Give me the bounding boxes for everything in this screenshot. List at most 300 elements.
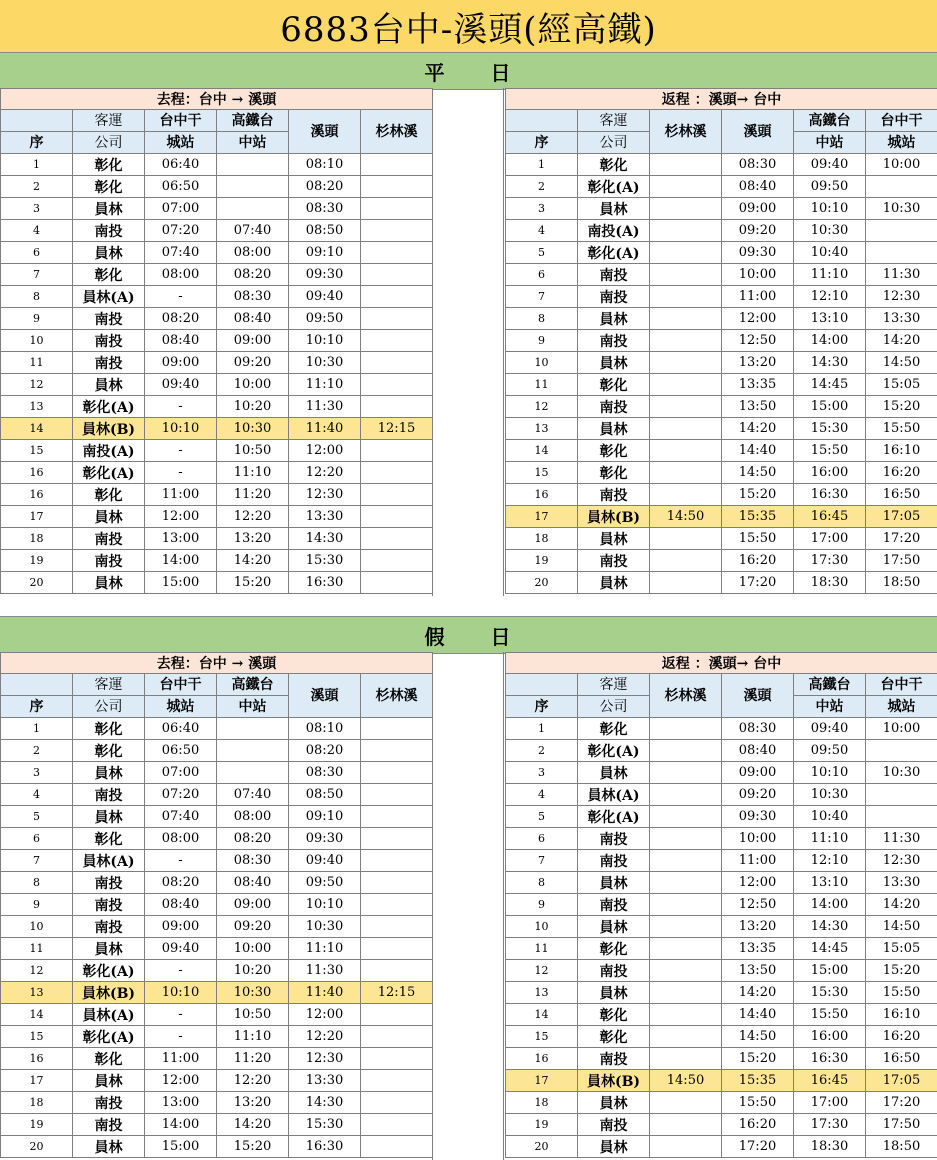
band-label-a: 平 [424,60,447,85]
time-cell: 08:40 [722,740,794,762]
time-cell [361,828,433,850]
time-cell [361,396,433,418]
time-cell: 07:40 [145,806,217,828]
seq-cell: 20 [506,1136,578,1158]
time-cell: 06:40 [145,154,217,176]
time-cell: 09:50 [289,308,361,330]
seq-cell: 20 [506,572,578,594]
time-cell: 15:00 [145,1136,217,1158]
time-cell [866,242,937,264]
company-cell: 彰化(A) [578,806,650,828]
header-row [506,674,937,696]
time-cell: 06:50 [145,740,217,762]
table-row [1,308,433,330]
time-cell: 08:40 [217,872,289,894]
time-cell [866,176,937,198]
time-cell: 09:00 [722,762,794,784]
time-cell: 09:40 [145,374,217,396]
time-cell [361,374,433,396]
seq-cell: 15 [1,1026,73,1048]
table-row [506,982,937,1004]
time-cell: 13:20 [722,916,794,938]
table-row [506,718,937,740]
time-cell: 16:10 [866,1004,937,1026]
company-cell: 南投 [578,550,650,572]
table-row [1,352,433,374]
time-cell: 06:50 [145,176,217,198]
seq-cell: 5 [1,806,73,828]
time-cell: 10:30 [866,198,937,220]
time-cell: 12:00 [145,506,217,528]
company-cell: 南投 [73,220,145,242]
seq-cell: 3 [506,198,578,220]
time-cell: 12:00 [722,308,794,330]
time-cell: 12:50 [722,894,794,916]
time-cell [650,330,722,352]
time-cell [650,718,722,740]
company-cell: 員林(A) [73,1004,145,1026]
time-cell: 09:10 [289,806,361,828]
time-cell: 08:50 [289,220,361,242]
time-cell [650,938,722,960]
time-cell: 15:50 [794,1004,866,1026]
seq-cell: 1 [1,718,73,740]
time-cell [866,740,937,762]
seq-cell: 12 [1,374,73,396]
seq-cell: 11 [1,352,73,374]
table-row [1,176,433,198]
time-cell: 12:50 [722,330,794,352]
time-cell [361,286,433,308]
time-cell: 15:00 [794,396,866,418]
company-cell: 南投(A) [73,440,145,462]
header-company-bottom: 公司 [73,132,145,154]
time-cell: 09:00 [145,352,217,374]
company-cell: 南投 [73,352,145,374]
seq-cell: 1 [1,154,73,176]
time-cell: 10:10 [794,762,866,784]
table-row [1,374,433,396]
header-company-bottom: 公司 [578,132,650,154]
time-cell: 10:30 [289,352,361,374]
table-row [506,916,937,938]
time-cell: 12:30 [289,484,361,506]
table-row [1,828,433,850]
time-cell: 17:20 [866,1092,937,1114]
seq-cell: 8 [1,286,73,308]
time-cell: 14:45 [794,938,866,960]
company-cell: 南投(A) [578,220,650,242]
time-cell: 13:50 [722,960,794,982]
time-cell: 15:00 [145,572,217,594]
time-cell [650,176,722,198]
company-cell: 南投 [578,850,650,872]
table-row [1,1026,433,1048]
time-cell [361,1114,433,1136]
time-cell [361,528,433,550]
time-cell: 16:20 [866,462,937,484]
header-c4-top: 台中干 [866,674,937,696]
seq-cell: 3 [1,762,73,784]
time-cell: 09:20 [722,220,794,242]
company-cell: 彰化 [578,462,650,484]
header-c2-top: 高鐵台 [217,674,289,696]
table-row [506,528,937,550]
time-cell [361,1070,433,1092]
seq-cell: 5 [506,242,578,264]
table-row [506,440,937,462]
seq-cell: 9 [506,330,578,352]
seq-cell: 17 [506,1070,578,1092]
header-c4-bottom: 城站 [866,696,937,718]
table-row [506,308,937,330]
seq-cell: 10 [1,916,73,938]
time-cell: 13:30 [866,308,937,330]
company-cell: 南投 [578,484,650,506]
seq-cell: 10 [506,352,578,374]
table-row [1,916,433,938]
seq-cell: 1 [506,718,578,740]
table-row [1,1136,433,1158]
time-cell [650,264,722,286]
time-cell: 09:50 [794,176,866,198]
time-cell: 12:20 [289,1026,361,1048]
time-cell: 11:10 [289,374,361,396]
time-cell: 08:40 [145,330,217,352]
header-c1-top: 台中干 [145,110,217,132]
time-cell: 12:15 [361,418,433,440]
seq-cell: 9 [1,894,73,916]
company-cell: 員林 [578,418,650,440]
time-cell: 10:00 [722,828,794,850]
time-cell: 13:30 [866,872,937,894]
time-cell: 11:30 [289,396,361,418]
seq-cell: 11 [506,938,578,960]
time-cell: 10:10 [289,330,361,352]
table-row [1,418,433,440]
table-row [506,506,937,528]
time-cell [361,506,433,528]
time-cell: 10:50 [217,1004,289,1026]
table-row [1,242,433,264]
seq-cell: 11 [506,374,578,396]
table-row [506,1026,937,1048]
seq-cell: 19 [1,1114,73,1136]
time-cell: 18:50 [866,572,937,594]
time-cell [650,1114,722,1136]
time-cell: - [145,440,217,462]
time-cell [650,762,722,784]
time-cell: 15:35 [722,1070,794,1092]
table-row [1,440,433,462]
time-cell [361,1026,433,1048]
time-cell [650,572,722,594]
time-cell: 11:30 [866,828,937,850]
table-row [506,1004,937,1026]
time-cell: 15:50 [866,982,937,1004]
table-row [1,572,433,594]
time-cell: 10:00 [866,154,937,176]
header-c2: 溪頭 [722,674,794,718]
time-cell [361,894,433,916]
time-cell: 11:10 [794,828,866,850]
time-cell: 18:30 [794,572,866,594]
seq-cell: 17 [1,1070,73,1092]
time-cell: 16:50 [866,484,937,506]
table-row [506,418,937,440]
time-cell: 17:20 [866,528,937,550]
time-cell: 13:10 [794,872,866,894]
time-cell: 12:10 [794,286,866,308]
company-cell: 員林 [73,806,145,828]
header-c4-bottom: 城站 [866,132,937,154]
company-cell: 彰化 [578,154,650,176]
time-cell: 16:45 [794,1070,866,1092]
time-cell [650,418,722,440]
time-cell [361,330,433,352]
time-cell: 15:50 [794,440,866,462]
time-cell [650,916,722,938]
table-row [1,762,433,784]
outbound-table [0,652,433,1158]
time-cell [650,440,722,462]
time-cell: 13:00 [145,1092,217,1114]
header-c3: 溪頭 [289,674,361,718]
time-cell [361,938,433,960]
table-row [1,806,433,828]
time-cell: 08:00 [145,264,217,286]
time-cell: 08:30 [217,286,289,308]
time-cell: 08:20 [289,740,361,762]
company-cell: 南投 [73,872,145,894]
company-cell: 彰化 [578,1026,650,1048]
company-cell: 彰化(A) [73,396,145,418]
header-seq-blank [506,674,578,696]
seq-cell: 15 [506,462,578,484]
time-cell: 09:40 [145,938,217,960]
table-row [506,1070,937,1092]
header-company-top: 客運 [73,110,145,132]
time-cell [361,1048,433,1070]
time-cell [361,176,433,198]
time-cell: 12:00 [145,1070,217,1092]
time-cell: 10:00 [217,374,289,396]
company-cell: 南投 [578,960,650,982]
header-seq-blank [1,110,73,132]
table-row [506,286,937,308]
time-cell: 13:20 [217,1092,289,1114]
time-cell: 10:50 [217,440,289,462]
time-cell [650,872,722,894]
seq-cell: 4 [506,220,578,242]
time-cell: - [145,1026,217,1048]
time-cell: 17:05 [866,506,937,528]
time-cell: 10:20 [217,396,289,418]
time-cell [217,198,289,220]
company-cell: 南投 [73,308,145,330]
seq-cell: 11 [1,938,73,960]
time-cell: 10:30 [794,784,866,806]
table-row [506,330,937,352]
header-seq-blank [1,674,73,696]
time-cell: 14:00 [145,1114,217,1136]
time-cell: 08:20 [145,872,217,894]
time-cell [650,198,722,220]
time-cell: 09:30 [289,264,361,286]
company-cell: 南投 [578,330,650,352]
seq-cell: 19 [506,550,578,572]
seq-cell: 5 [506,806,578,828]
time-cell: 12:15 [361,982,433,1004]
time-cell: 15:30 [794,418,866,440]
time-cell: 11:00 [722,286,794,308]
header-c1-bottom: 城站 [145,696,217,718]
company-cell: 員林(A) [73,850,145,872]
company-cell: 南投 [578,1048,650,1070]
time-cell: 10:20 [217,960,289,982]
seq-cell: 13 [1,982,73,1004]
time-cell [361,1004,433,1026]
company-cell: 彰化 [73,828,145,850]
time-cell [361,572,433,594]
time-cell: 11:10 [217,1026,289,1048]
time-cell [650,740,722,762]
table-row [1,462,433,484]
time-cell: 14:20 [866,894,937,916]
company-cell: 彰化 [578,1004,650,1026]
table-row [506,938,937,960]
time-cell: 12:00 [289,440,361,462]
time-cell [361,484,433,506]
weekday-section [0,52,937,596]
time-cell: 16:30 [794,1048,866,1070]
time-cell [650,220,722,242]
table-row [506,1092,937,1114]
company-cell: 南投 [578,264,650,286]
seq-cell: 7 [506,850,578,872]
company-cell: 南投 [578,828,650,850]
seq-cell: 1 [506,154,578,176]
table-row [1,1048,433,1070]
header-c1: 杉林溪 [650,110,722,154]
seq-cell: 17 [506,506,578,528]
time-cell: 08:30 [289,198,361,220]
table-row [506,1114,937,1136]
time-cell: 17:50 [866,550,937,572]
time-cell: 07:20 [145,220,217,242]
table-row [1,960,433,982]
direction-row [506,653,937,674]
time-cell: 09:30 [722,806,794,828]
table-row [1,1114,433,1136]
company-cell: 員林 [578,572,650,594]
time-cell [650,784,722,806]
header-c4: 杉林溪 [361,674,433,718]
band-label-b: 日 [490,60,513,85]
table-row [506,242,937,264]
company-cell: 彰化(A) [578,176,650,198]
seq-cell: 12 [1,960,73,982]
seq-cell: 6 [1,242,73,264]
seq-cell: 8 [1,872,73,894]
seq-cell: 10 [506,916,578,938]
company-cell: 員林 [73,572,145,594]
time-cell [650,242,722,264]
seq-cell: 3 [1,198,73,220]
table-row [506,484,937,506]
seq-cell: 18 [1,528,73,550]
company-cell: 員林 [578,982,650,1004]
time-cell: 17:20 [722,572,794,594]
company-cell: 彰化(A) [73,1026,145,1048]
table-row [506,850,937,872]
section-band [0,616,937,654]
company-cell: 彰化 [578,374,650,396]
time-cell: 10:30 [866,762,937,784]
direction-title: 去程：台中 → 溪頭 [1,653,433,674]
time-cell: 15:00 [794,960,866,982]
time-cell: 16:30 [289,1136,361,1158]
time-cell: 17:20 [722,1136,794,1158]
time-cell: 10:10 [289,894,361,916]
company-cell: 彰化 [578,718,650,740]
time-cell: 17:00 [794,1092,866,1114]
return-table [505,652,937,1158]
time-cell [650,528,722,550]
company-cell: 員林 [73,374,145,396]
header-c1-bottom: 城站 [145,132,217,154]
time-cell: 14:40 [722,440,794,462]
table-row [1,198,433,220]
header-c4: 杉林溪 [361,110,433,154]
time-cell: 11:30 [866,264,937,286]
company-cell: 員林 [578,352,650,374]
section-band [0,52,937,90]
time-cell: 15:05 [866,374,937,396]
time-cell [650,308,722,330]
table-row [1,784,433,806]
seq-cell: 8 [506,872,578,894]
time-cell [361,784,433,806]
band-label-b: 日 [490,624,513,649]
time-cell [361,1092,433,1114]
time-cell: 08:40 [722,176,794,198]
header-c1-top: 台中干 [145,674,217,696]
time-cell: 14:00 [145,550,217,572]
time-cell: 10:00 [722,264,794,286]
time-cell: 08:30 [722,154,794,176]
time-cell: 17:05 [866,1070,937,1092]
direction-title: 去程：台中 → 溪頭 [1,89,433,110]
time-cell [650,1026,722,1048]
time-cell: 15:30 [289,1114,361,1136]
time-cell: 07:40 [217,784,289,806]
seq-cell: 4 [506,784,578,806]
seq-cell: 4 [1,220,73,242]
table-row [1,740,433,762]
table-row [506,828,937,850]
header-company-bottom: 公司 [73,696,145,718]
seq-cell: 2 [1,176,73,198]
seq-cell: 2 [506,176,578,198]
seq-cell: 14 [1,418,73,440]
time-cell [361,440,433,462]
company-cell: 彰化 [73,154,145,176]
seq-cell: 6 [506,264,578,286]
time-cell: 15:50 [722,528,794,550]
time-cell [361,220,433,242]
time-cell [650,1092,722,1114]
